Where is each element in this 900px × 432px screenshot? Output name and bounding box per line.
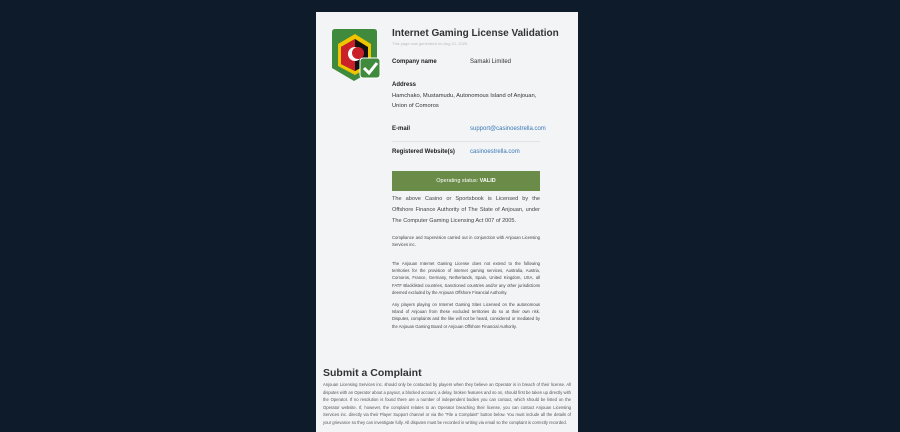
- website-label: Registered Website(s): [392, 149, 455, 155]
- company-label: Company name: [392, 59, 437, 65]
- address-label: Address: [392, 82, 417, 88]
- license-details: [392, 27, 559, 330]
- email-label: E-mail: [392, 126, 411, 132]
- divider: [392, 141, 540, 142]
- status-value: VALID: [479, 178, 496, 184]
- license-seal-icon: [330, 28, 382, 82]
- status-prefix: Operating status:: [436, 178, 480, 184]
- compliance-text: Compliance and Supervision carried out in conjunction with Anjouan Licensing Services inc.: [392, 235, 540, 247]
- complaint-section: [323, 367, 571, 427]
- email-row: [392, 125, 546, 134]
- page-title: Internet Gaming License Validation: [392, 28, 559, 39]
- license-card: [316, 12, 578, 432]
- address-value: Hamchako, Mustamudu, Autonomous Island of Anjouan, Union of Comoros: [392, 93, 537, 109]
- licensed-text: The above Casino or Sportsbook is Licensed by the Offshore Finance Authority of The State of Anjouan, under The Computer Gaming Licensing Act 007 of 2005.: [392, 196, 540, 224]
- players-text: Any players playing on Internet Gaming Sites Licensed on the autonomous Island of Anjouan from these excluded territories do so at their own risk. Disputes, complaints and the like will not be heard, considered or mediated by the Anjouan Gaming Board or Anjouan Offshore Financial Authority.: [392, 302, 540, 329]
- website-row: [392, 148, 540, 157]
- complaint-text: Anjouan Licensing Services inc. should only be contacted by players when they believe an Operator is in breach of their license. All disputes with an Operator about a payout, a blocked account, a delay, broken features and so on, should first be taken up directly with the Operator. If no resolution is found there are a number of independent bodies you can contact, which should be listed on the Operator website. If, however, the complaint relates to an Operator breaching their license, you can contact Anjouan Licensing Services inc. directly via their Player Support channel or via the "File a Complaint" button below. You must include all the details of your grievance so they can investigate fully. All disputes must be recorded in writing via email so the complaint is correctly recorded.: [323, 382, 571, 425]
- company-value: Samaki Limited: [470, 59, 512, 65]
- company-row: [392, 58, 540, 67]
- complaint-heading: Submit a Complaint: [323, 367, 422, 379]
- website-link[interactable]: casinoestrella.com: [470, 149, 520, 155]
- territories-text: The Anjouan Internet Gaming License does not extend to the following territories for the provision of internet gaming services, Australia, Austria, Comoros, France, Germany, Netherlands, Spain, United Kingdom, USA, all FATF Blacklisted countries, Sanctioned countries and/or any other jurisdictions deemed excluded by the Anjouan Offshore Financial Authority.: [392, 261, 540, 295]
- status-badge: [392, 171, 540, 191]
- address-row: [392, 81, 540, 111]
- email-link[interactable]: support@casinoestrella.com: [470, 126, 546, 132]
- page-subtitle: This page was generated on Aug 21, 2025: [392, 41, 468, 46]
